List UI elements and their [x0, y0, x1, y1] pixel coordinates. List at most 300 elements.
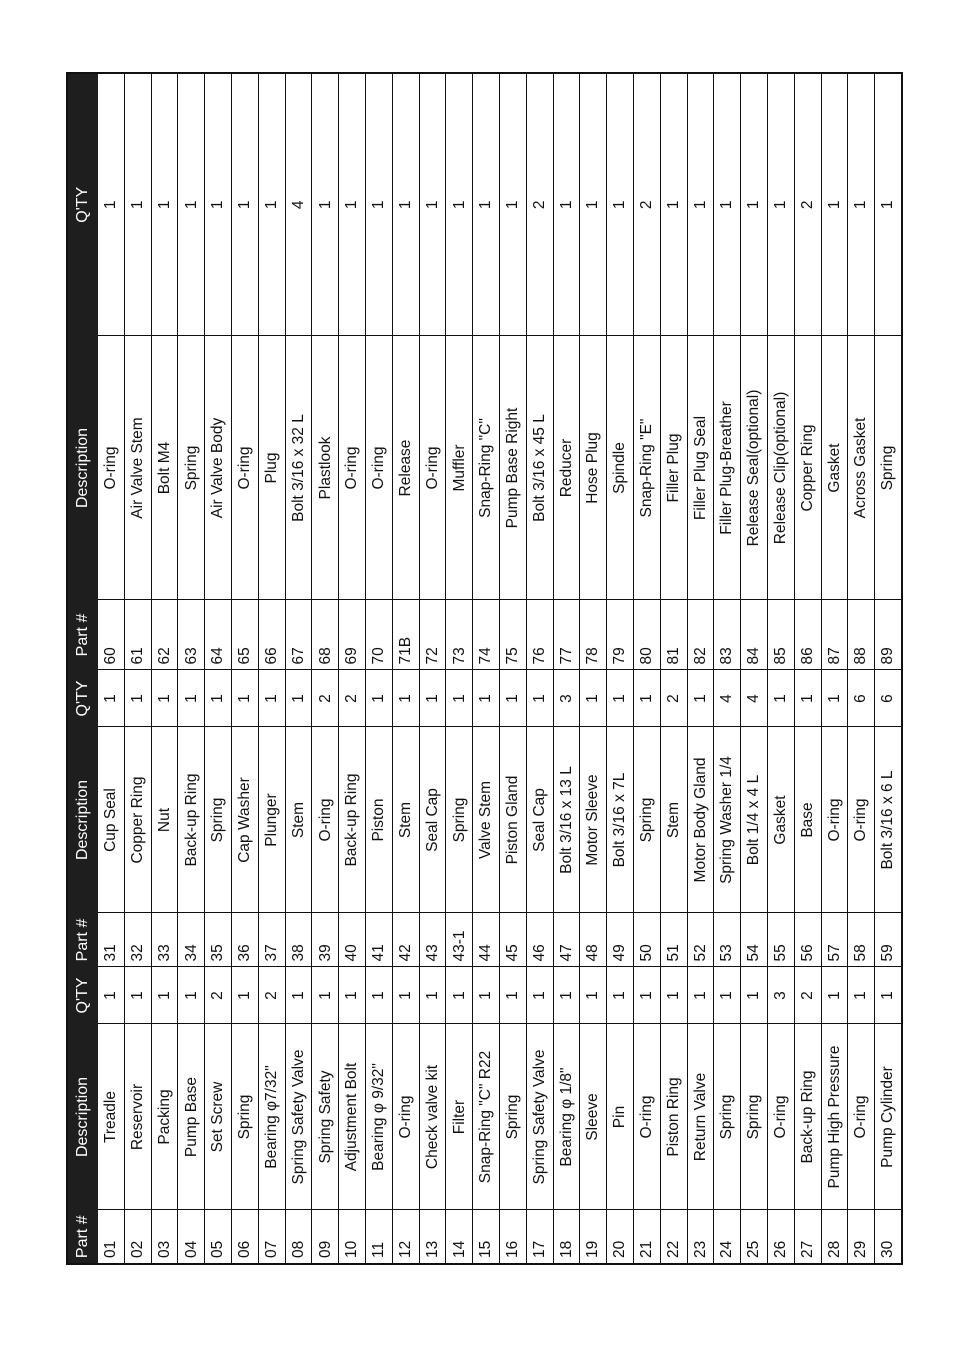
quantity-cell: 1	[419, 73, 446, 336]
part-number-cell: 72	[419, 600, 446, 670]
description-cell: O-ring	[231, 336, 258, 600]
quantity-cell: 2	[258, 967, 285, 1024]
description-cell: Bolt M4	[151, 336, 178, 600]
description-cell: Pump Base	[178, 1024, 205, 1210]
description-cell: Set Screw	[205, 1024, 232, 1210]
description-cell: Spring	[499, 1024, 526, 1210]
description-cell: Cup Seal	[98, 727, 125, 913]
description-cell: Valve Stem	[473, 727, 500, 913]
part-number-cell: 54	[741, 913, 768, 967]
part-number-cell: 64	[205, 600, 232, 670]
description-cell: Gasket	[821, 336, 848, 600]
part-number-cell: 85	[767, 600, 794, 670]
table-row	[741, 73, 768, 1264]
quantity-cell: 1	[231, 967, 258, 1024]
part-number-cell: 82	[687, 600, 714, 670]
quantity-cell: 6	[875, 670, 902, 727]
description-cell: Plug	[258, 336, 285, 600]
part-number-cell: 47	[553, 913, 580, 967]
table-row	[178, 73, 205, 1264]
part-number-cell: 30	[875, 1210, 902, 1264]
description-cell: Bearing φ7/32"	[258, 1024, 285, 1210]
part-number-cell: 80	[633, 600, 660, 670]
description-cell: Bearing φ 9/32"	[365, 1024, 392, 1210]
description-cell: O-ring	[339, 336, 366, 600]
description-cell: Bolt 3/16 x 6 L	[875, 727, 902, 913]
part-number-cell: 31	[98, 913, 125, 967]
header-row	[67, 73, 98, 1264]
table-row	[499, 73, 526, 1264]
description-cell: Across Gasket	[848, 336, 875, 600]
part-number-cell: 01	[98, 1210, 125, 1264]
table-row	[151, 73, 178, 1264]
quantity-cell: 1	[446, 670, 473, 727]
part-number-cell: 88	[848, 600, 875, 670]
part-number-cell: 37	[258, 913, 285, 967]
part-number-cell: 81	[660, 600, 687, 670]
quantity-cell: 1	[98, 967, 125, 1024]
description-cell: Spring	[741, 1024, 768, 1210]
part-number-cell: 05	[205, 1210, 232, 1264]
table-row	[607, 73, 634, 1264]
part-number-cell: 69	[339, 600, 366, 670]
header-description-3: Description	[67, 336, 98, 600]
quantity-cell: 1	[392, 670, 419, 727]
quantity-cell: 6	[848, 670, 875, 727]
description-cell: O-ring	[848, 1024, 875, 1210]
description-cell: Spring	[446, 727, 473, 913]
description-cell: Sleeve	[580, 1024, 607, 1210]
description-cell: O-ring	[767, 1024, 794, 1210]
part-number-cell: 43-1	[446, 913, 473, 967]
part-number-cell: 53	[714, 913, 741, 967]
quantity-cell: 1	[151, 670, 178, 727]
quantity-cell: 1	[151, 967, 178, 1024]
description-cell: Copper Ring	[124, 727, 151, 913]
quantity-cell: 1	[446, 967, 473, 1024]
quantity-cell: 1	[365, 670, 392, 727]
quantity-cell: 1	[285, 967, 312, 1024]
quantity-cell: 1	[124, 967, 151, 1024]
quantity-cell: 1	[767, 670, 794, 727]
part-number-cell: 58	[848, 913, 875, 967]
quantity-cell: 2	[794, 967, 821, 1024]
part-number-cell: 65	[231, 600, 258, 670]
description-cell: Plastlook	[312, 336, 339, 600]
table-row	[205, 73, 232, 1264]
part-number-cell: 23	[687, 1210, 714, 1264]
description-cell: O-ring	[633, 1024, 660, 1210]
description-cell: Spring	[714, 1024, 741, 1210]
header-part-number-1: Part #	[67, 1210, 98, 1264]
quantity-cell: 1	[875, 73, 902, 336]
description-cell: Spring	[178, 336, 205, 600]
quantity-cell: 1	[446, 73, 473, 336]
quantity-cell: 1	[714, 73, 741, 336]
description-cell: Pin	[607, 1024, 634, 1210]
description-cell: Filler Plug-Breather	[714, 336, 741, 600]
description-cell: Pump Cylinder	[875, 1024, 902, 1210]
table-row	[419, 73, 446, 1264]
part-number-cell: 17	[526, 1210, 553, 1264]
part-number-cell: 08	[285, 1210, 312, 1264]
part-number-cell: 06	[231, 1210, 258, 1264]
quantity-cell: 1	[687, 967, 714, 1024]
quantity-cell: 1	[633, 670, 660, 727]
quantity-cell: 1	[714, 967, 741, 1024]
quantity-cell: 1	[687, 670, 714, 727]
quantity-cell: 3	[767, 967, 794, 1024]
part-number-cell: 14	[446, 1210, 473, 1264]
part-number-cell: 03	[151, 1210, 178, 1264]
part-number-cell: 48	[580, 913, 607, 967]
quantity-cell: 1	[473, 670, 500, 727]
description-cell: Check valve kit	[419, 1024, 446, 1210]
quantity-cell: 1	[660, 73, 687, 336]
quantity-cell: 1	[821, 670, 848, 727]
description-cell: Bolt 3/16 x 13 L	[553, 727, 580, 913]
header-qty-1: Q'TY	[67, 967, 98, 1024]
quantity-cell: 1	[419, 670, 446, 727]
quantity-cell: 1	[607, 967, 634, 1024]
description-cell: Gasket	[767, 727, 794, 913]
description-cell: Pump Base Right	[499, 336, 526, 600]
description-cell: Cap Washer	[231, 727, 258, 913]
quantity-cell: 1	[151, 73, 178, 336]
table-row	[365, 73, 392, 1264]
description-cell: Reducer	[553, 336, 580, 600]
quantity-cell: 2	[339, 670, 366, 727]
quantity-cell: 4	[741, 670, 768, 727]
quantity-cell: 1	[741, 967, 768, 1024]
description-cell: Spindle	[607, 336, 634, 600]
part-number-cell: 41	[365, 913, 392, 967]
quantity-cell: 1	[178, 670, 205, 727]
quantity-cell: 1	[98, 73, 125, 336]
part-number-cell: 42	[392, 913, 419, 967]
part-number-cell: 13	[419, 1210, 446, 1264]
part-number-cell: 46	[526, 913, 553, 967]
part-number-cell: 38	[285, 913, 312, 967]
part-number-cell: 20	[607, 1210, 634, 1264]
quantity-cell: 1	[124, 670, 151, 727]
description-cell: Filler Plug	[660, 336, 687, 600]
description-cell: O-ring	[848, 727, 875, 913]
description-cell: Spring Safety	[312, 1024, 339, 1210]
description-cell: Spring	[875, 336, 902, 600]
quantity-cell: 1	[205, 73, 232, 336]
description-cell: Snap-Ring "C" R22	[473, 1024, 500, 1210]
description-cell: O-ring	[365, 336, 392, 600]
description-cell: Stem	[392, 727, 419, 913]
description-cell: Bearing φ 1/8"	[553, 1024, 580, 1210]
quantity-cell: 1	[231, 73, 258, 336]
quantity-cell: 1	[580, 967, 607, 1024]
quantity-cell: 1	[365, 73, 392, 336]
description-cell: Snap-Ring "E"	[633, 336, 660, 600]
description-cell: Motor Sleeve	[580, 727, 607, 913]
parts-list-table	[66, 72, 903, 1265]
description-cell: O-ring	[312, 727, 339, 913]
description-cell: Spring Washer 1/4	[714, 727, 741, 913]
quantity-cell: 1	[526, 967, 553, 1024]
description-cell: O-ring	[392, 1024, 419, 1210]
quantity-cell: 1	[205, 670, 232, 727]
table-header	[67, 73, 98, 1264]
quantity-cell: 1	[473, 73, 500, 336]
part-number-cell: 19	[580, 1210, 607, 1264]
part-number-cell: 51	[660, 913, 687, 967]
part-number-cell: 27	[794, 1210, 821, 1264]
quantity-cell: 1	[258, 73, 285, 336]
description-cell: Air Valve Body	[205, 336, 232, 600]
part-number-cell: 83	[714, 600, 741, 670]
quantity-cell: 1	[607, 73, 634, 336]
part-number-cell: 86	[794, 600, 821, 670]
table-row	[446, 73, 473, 1264]
part-number-cell: 04	[178, 1210, 205, 1264]
part-number-cell: 45	[499, 913, 526, 967]
part-number-cell: 32	[124, 913, 151, 967]
quantity-cell: 1	[580, 670, 607, 727]
description-cell: Filter	[446, 1024, 473, 1210]
description-cell: Release Seal(optional)	[741, 336, 768, 600]
quantity-cell: 1	[553, 73, 580, 336]
part-number-cell: 11	[365, 1210, 392, 1264]
description-cell: Muffler	[446, 336, 473, 600]
part-number-cell: 55	[767, 913, 794, 967]
quantity-cell: 1	[499, 967, 526, 1024]
quantity-cell: 1	[526, 670, 553, 727]
part-number-cell: 75	[499, 600, 526, 670]
quantity-cell: 1	[312, 967, 339, 1024]
description-cell: Hose Plug	[580, 336, 607, 600]
description-cell: Reservoir	[124, 1024, 151, 1210]
description-cell: O-ring	[419, 336, 446, 600]
part-number-cell: 18	[553, 1210, 580, 1264]
part-number-cell: 36	[231, 913, 258, 967]
quantity-cell: 1	[687, 73, 714, 336]
part-number-cell: 73	[446, 600, 473, 670]
table-row	[312, 73, 339, 1264]
table-row	[258, 73, 285, 1264]
part-number-cell: 66	[258, 600, 285, 670]
part-number-cell: 87	[821, 600, 848, 670]
part-number-cell: 74	[473, 600, 500, 670]
quantity-cell: 1	[419, 967, 446, 1024]
table-body	[98, 73, 902, 1264]
part-number-cell: 60	[98, 600, 125, 670]
quantity-cell: 1	[178, 73, 205, 336]
part-number-cell: 33	[151, 913, 178, 967]
quantity-cell: 1	[258, 670, 285, 727]
part-number-cell: 43	[419, 913, 446, 967]
part-number-cell: 24	[714, 1210, 741, 1264]
quantity-cell: 1	[741, 73, 768, 336]
part-number-cell: 62	[151, 600, 178, 670]
part-number-cell: 28	[821, 1210, 848, 1264]
description-cell: Bolt 3/16 x 32 L	[285, 336, 312, 600]
part-number-cell: 25	[741, 1210, 768, 1264]
table-row	[580, 73, 607, 1264]
part-number-cell: 12	[392, 1210, 419, 1264]
quantity-cell: 1	[231, 670, 258, 727]
part-number-cell: 71B	[392, 600, 419, 670]
description-cell: Bolt 3/16 x 7L	[607, 727, 634, 913]
quantity-cell: 1	[499, 73, 526, 336]
quantity-cell: 1	[633, 967, 660, 1024]
part-number-cell: 35	[205, 913, 232, 967]
part-number-cell: 22	[660, 1210, 687, 1264]
quantity-cell: 2	[633, 73, 660, 336]
description-cell: Back-up Ring	[178, 727, 205, 913]
part-number-cell: 61	[124, 600, 151, 670]
quantity-cell: 1	[365, 967, 392, 1024]
part-number-cell: 29	[848, 1210, 875, 1264]
description-cell: Stem	[285, 727, 312, 913]
description-cell: Plunger	[258, 727, 285, 913]
part-number-cell: 34	[178, 913, 205, 967]
part-number-cell: 57	[821, 913, 848, 967]
description-cell: Spring	[231, 1024, 258, 1210]
description-cell: Filler Plug Seal	[687, 336, 714, 600]
table-row	[821, 73, 848, 1264]
description-cell: Motor Body Gland	[687, 727, 714, 913]
table-row	[767, 73, 794, 1264]
table-row	[794, 73, 821, 1264]
quantity-cell: 1	[98, 670, 125, 727]
part-number-cell: 76	[526, 600, 553, 670]
part-number-cell: 15	[473, 1210, 500, 1264]
part-number-cell: 39	[312, 913, 339, 967]
description-cell: Bolt 1/4 x 4 L	[741, 727, 768, 913]
part-number-cell: 07	[258, 1210, 285, 1264]
description-cell: Spring	[205, 727, 232, 913]
description-cell: Spring Safety Valve	[526, 1024, 553, 1210]
table-row	[875, 73, 902, 1264]
table-row	[553, 73, 580, 1264]
header-part-number-3: Part #	[67, 600, 98, 670]
quantity-cell: 4	[714, 670, 741, 727]
quantity-cell: 1	[285, 670, 312, 727]
description-cell: Release Clip(optional)	[767, 336, 794, 600]
table-row	[660, 73, 687, 1264]
description-cell: Piston Ring	[660, 1024, 687, 1210]
part-number-cell: 44	[473, 913, 500, 967]
description-cell: Pump High Pressure	[821, 1024, 848, 1210]
quantity-cell: 1	[392, 73, 419, 336]
description-cell: Back-up Ring	[794, 1024, 821, 1210]
part-number-cell: 79	[607, 600, 634, 670]
part-number-cell: 21	[633, 1210, 660, 1264]
part-number-cell: 16	[499, 1210, 526, 1264]
description-cell: Treadle	[98, 1024, 125, 1210]
description-cell: Back-up Ring	[339, 727, 366, 913]
quantity-cell: 2	[312, 670, 339, 727]
quantity-cell: 1	[178, 967, 205, 1024]
description-cell: Spring Safety Valve	[285, 1024, 312, 1210]
description-cell: Piston	[365, 727, 392, 913]
description-cell: Spring	[633, 727, 660, 913]
table-row	[124, 73, 151, 1264]
quantity-cell: 1	[392, 967, 419, 1024]
part-number-cell: 02	[124, 1210, 151, 1264]
part-number-cell: 84	[741, 600, 768, 670]
quantity-cell: 2	[794, 73, 821, 336]
part-number-cell: 50	[633, 913, 660, 967]
header-description-2: Description	[67, 727, 98, 913]
quantity-cell: 1	[848, 967, 875, 1024]
part-number-cell: 78	[580, 600, 607, 670]
quantity-cell: 1	[660, 967, 687, 1024]
header-part-number-2: Part #	[67, 913, 98, 967]
quantity-cell: 1	[473, 967, 500, 1024]
part-number-cell: 70	[365, 600, 392, 670]
description-cell: Snap-Ring "C"	[473, 336, 500, 600]
quantity-cell: 1	[848, 73, 875, 336]
part-number-cell: 77	[553, 600, 580, 670]
quantity-cell: 1	[821, 73, 848, 336]
quantity-cell: 2	[526, 73, 553, 336]
table-row	[98, 73, 125, 1264]
page	[66, 74, 895, 1265]
table-row	[392, 73, 419, 1264]
header-qty-3: Q'TY	[67, 73, 98, 336]
quantity-cell: 4	[285, 73, 312, 336]
header-description-1: Description	[67, 1024, 98, 1210]
quantity-cell: 1	[553, 967, 580, 1024]
part-number-cell: 52	[687, 913, 714, 967]
part-number-cell: 67	[285, 600, 312, 670]
description-cell: Bolt 3/16 x 45 L	[526, 336, 553, 600]
quantity-cell: 3	[553, 670, 580, 727]
part-number-cell: 68	[312, 600, 339, 670]
description-cell: Piston Gland	[499, 727, 526, 913]
table-row	[848, 73, 875, 1264]
description-cell: Base	[794, 727, 821, 913]
table-row	[633, 73, 660, 1264]
quantity-cell: 1	[794, 670, 821, 727]
header-qty-2: Q'TY	[67, 670, 98, 727]
table-row	[714, 73, 741, 1264]
description-cell: O-ring	[98, 336, 125, 600]
quantity-cell: 1	[339, 73, 366, 336]
description-cell: Seal Cap	[419, 727, 446, 913]
part-number-cell: 26	[767, 1210, 794, 1264]
description-cell: Adjustment Bolt	[339, 1024, 366, 1210]
table-row	[285, 73, 312, 1264]
description-cell: Seal Cap	[526, 727, 553, 913]
description-cell: Release	[392, 336, 419, 600]
part-number-cell: 09	[312, 1210, 339, 1264]
description-cell: Return Valve	[687, 1024, 714, 1210]
quantity-cell: 1	[339, 967, 366, 1024]
quantity-cell: 1	[875, 967, 902, 1024]
part-number-cell: 56	[794, 913, 821, 967]
quantity-cell: 1	[580, 73, 607, 336]
quantity-cell: 1	[821, 967, 848, 1024]
quantity-cell: 1	[312, 73, 339, 336]
part-number-cell: 89	[875, 600, 902, 670]
description-cell: Packing	[151, 1024, 178, 1210]
quantity-cell: 1	[607, 670, 634, 727]
part-number-cell: 59	[875, 913, 902, 967]
table-row	[526, 73, 553, 1264]
description-cell: Air Valve Stem	[124, 336, 151, 600]
table-row	[231, 73, 258, 1264]
part-number-cell: 49	[607, 913, 634, 967]
description-cell: Nut	[151, 727, 178, 913]
